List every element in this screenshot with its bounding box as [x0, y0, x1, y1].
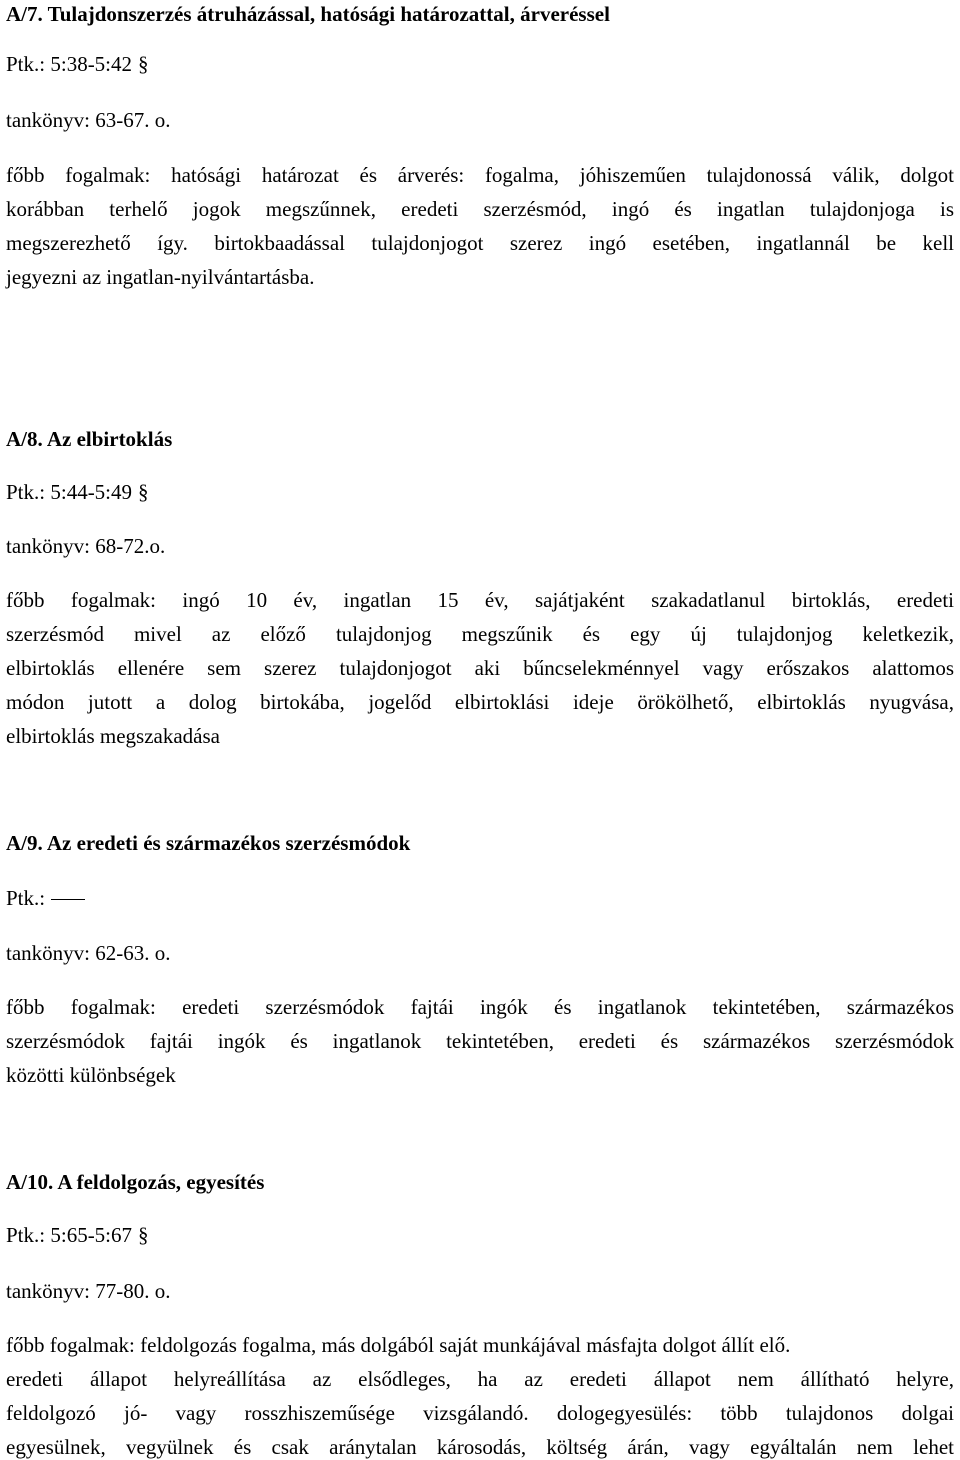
section-mark-icon: §	[138, 1223, 149, 1247]
body-line: eredeti állapot helyreállítása az elsődleges, ha az eredeti állapot nem állítható helyre,	[6, 1367, 954, 1391]
ptk-range: 5:65-5:67	[50, 1223, 133, 1247]
dash-icon	[51, 899, 85, 900]
section-title: A/8. Az elbirtoklás	[6, 427, 173, 451]
section-title: A/9. Az eredeti és származékos szerzésmódok	[6, 831, 411, 855]
body-line: módon jutott a dolog birtokába, jogelőd elbirtoklási ideje örökölhető, elbirtoklás nyugvása,	[6, 690, 954, 714]
ptk-label: Ptk.:	[6, 52, 46, 76]
textbook-reference: tankönyv: 68-72.o.	[6, 534, 166, 558]
section-title: A/10. A feldolgozás, egyesítés	[6, 1170, 265, 1194]
ptk-range: 5:38-5:42	[50, 52, 133, 76]
section-mark-icon: §	[138, 52, 149, 76]
body-line: főbb fogalmak: ingó 10 év, ingatlan 15 év, sajátjaként szakadatlanul birtoklás, eredeti	[6, 588, 954, 612]
body-line: szerzésmód mivel az előző tulajdonjog megszűnik és egy új tulajdonjog keletkezik,	[6, 622, 954, 646]
ptk-label: Ptk.:	[6, 886, 46, 910]
body-line: megszerezhető így. birtokbaadással tulajdonjogot szerez ingó esetében, ingatlannál be kell	[6, 231, 954, 255]
body-line: jegyezni az ingatlan-nyilvántartásba.	[6, 265, 315, 289]
body-line: közötti különbségek	[6, 1063, 176, 1087]
ptk-reference	[6, 480, 149, 504]
ptk-label: Ptk.:	[6, 1223, 46, 1247]
ptk-reference	[6, 52, 149, 76]
ptk-range: 5:44-5:49	[50, 480, 133, 504]
body-line: elbirtoklás ellenére sem szerez tulajdonjogot aki bűncselekménnyel vagy erőszakos alattomos	[6, 656, 954, 680]
section-title: A/7. Tulajdonszerzés átruházással, hatósági határozattal, árveréssel	[6, 2, 610, 26]
body-line: egyesülnek, vegyülnek és csak aránytalan károsodás, költség árán, vagy egyáltalán nem lehet	[6, 1435, 954, 1459]
textbook-reference: tankönyv: 63-67. o.	[6, 108, 171, 132]
body-line: szerzésmódok fajtái ingók és ingatlanok tekintetében, eredeti és származékos szerzésmódok	[6, 1029, 954, 1053]
body-line: elbirtoklás megszakadása	[6, 724, 220, 748]
body-line: feldolgozó jó- vagy rosszhiszeműsége vizsgálandó. dologegyesülés: több tulajdonos dolgai	[6, 1401, 954, 1425]
body-line: főbb fogalmak: feldolgozás fogalma, más dolgából saját munkájával másfajta dolgot állít elő.	[6, 1333, 791, 1357]
ptk-reference	[6, 1223, 149, 1247]
textbook-reference: tankönyv: 77-80. o.	[6, 1279, 171, 1303]
textbook-reference: tankönyv: 62-63. o.	[6, 941, 171, 965]
section-mark-icon: §	[138, 480, 149, 504]
body-line: korábban terhelő jogok megszűnnek, eredeti szerzésmód, ingó és ingatlan tulajdonjoga is	[6, 197, 954, 221]
ptk-reference	[6, 886, 85, 910]
body-line: főbb fogalmak: eredeti szerzésmódok fajtái ingók és ingatlanok tekintetében, származékos	[6, 995, 954, 1019]
ptk-label: Ptk.:	[6, 480, 46, 504]
body-line: főbb fogalmak: hatósági határozat és árverés: fogalma, jóhiszeműen tulajdonossá válik, dolgot	[6, 163, 954, 187]
